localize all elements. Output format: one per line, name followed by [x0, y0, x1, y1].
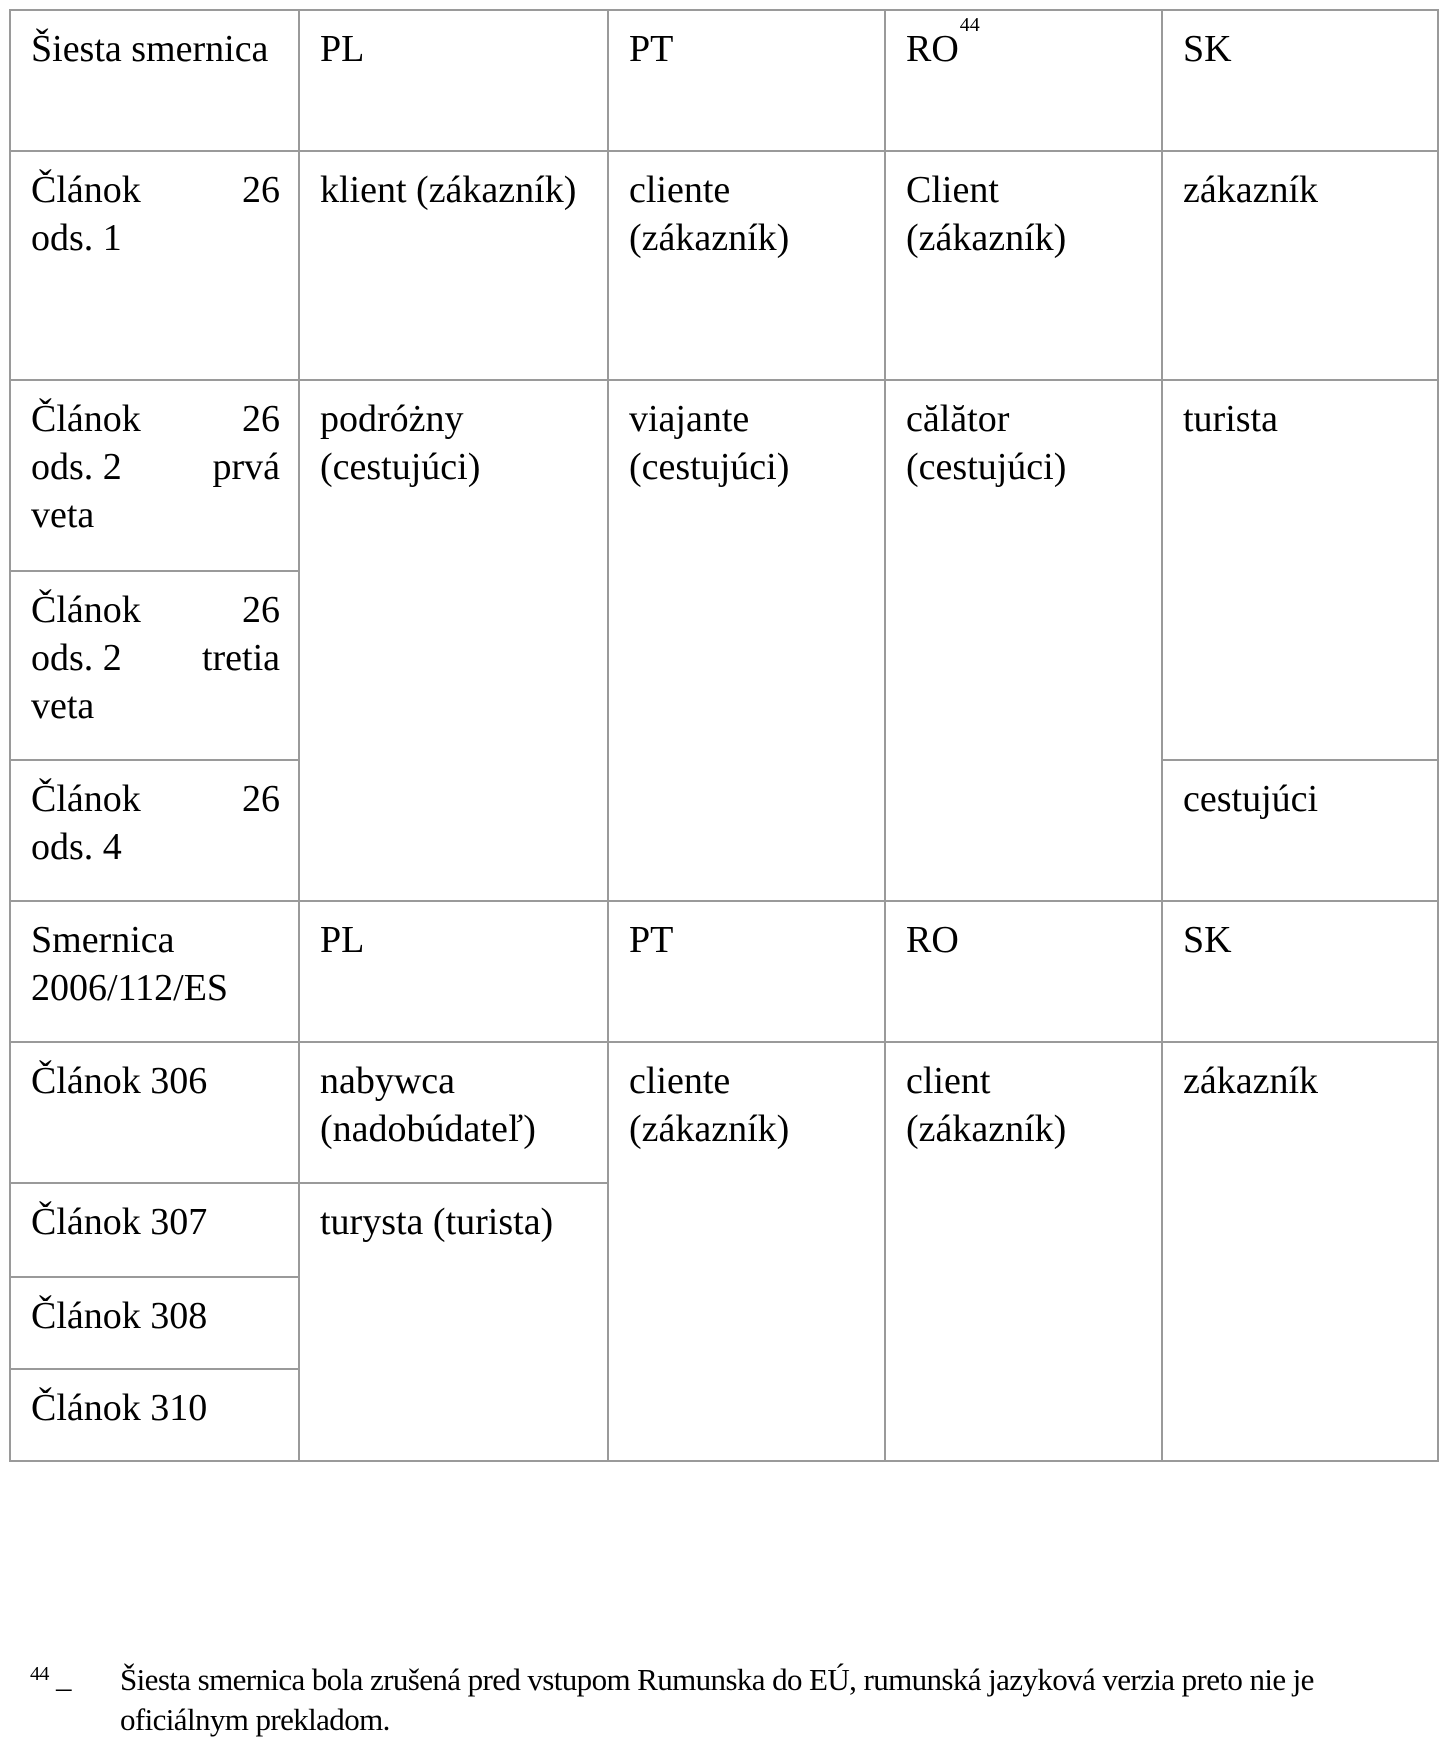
term-sk: zákazník: [1162, 1042, 1438, 1461]
term-ro: client (zákazník): [885, 1042, 1162, 1461]
header-ro: RO$^{44}$: [885, 10, 1162, 151]
header-pl: PL: [299, 10, 608, 151]
footnote-ref[interactable]: 44: [959, 14, 980, 37]
header-ro: RO: [885, 901, 1162, 1042]
term-sk: cestujúci: [1162, 760, 1438, 901]
term-pt: cliente (zákazník): [608, 1042, 885, 1461]
footnote: [30, 1660, 1430, 1740]
directive-header-cell: Šiesta smernica: [10, 10, 299, 151]
term-ro: Client (zákazník): [885, 151, 1162, 380]
footnote-marker: $^{44}$ –: [30, 1663, 71, 1705]
term-pl: turysta (turista): [299, 1183, 608, 1461]
header-pt: PT: [608, 10, 885, 151]
term-pl: nabywca (nadobúdateľ): [299, 1042, 608, 1183]
term-pt: cliente (zákazník): [608, 151, 885, 380]
section2-header-row: [10, 901, 1438, 1042]
term-pt: viajante (cestujúci): [608, 380, 885, 901]
article-cell: Článok 26 ods. 4: [10, 760, 299, 901]
article-cell: Článok 306: [10, 1042, 299, 1183]
header-pl: PL: [299, 901, 608, 1042]
terminology-table: [9, 9, 1439, 1462]
directive-header-cell: Smernica 2006/112/ES: [10, 901, 299, 1042]
term-sk: turista: [1162, 380, 1438, 760]
row-article-306: [10, 1042, 1438, 1183]
footnote-text: Šiesta smernica bola zrušená pred vstupom Rumunska do EÚ, rumunská jazyková verzia preto nie je oficiálnym prekladom.: [120, 1662, 1314, 1737]
article-cell: Článok 26 ods. 1: [10, 151, 299, 380]
term-sk: zákazník: [1162, 151, 1438, 380]
header-sk: SK: [1162, 10, 1438, 151]
article-cell: Článok 310: [10, 1369, 299, 1461]
article-cell: Článok 26 ods. 2 prvá veta: [10, 380, 299, 571]
row-article-26-2-first: [10, 380, 1438, 571]
header-pt: PT: [608, 901, 885, 1042]
row-article-26-1: [10, 151, 1438, 380]
section1-header-row: [10, 10, 1438, 151]
article-cell: Článok 308: [10, 1277, 299, 1369]
term-pl: podróżny (cestujúci): [299, 380, 608, 901]
term-pl: klient (zákazník): [299, 151, 608, 380]
article-cell: Článok 26 ods. 2 tretia veta: [10, 571, 299, 760]
header-sk: SK: [1162, 901, 1438, 1042]
term-ro: călător (cestujúci): [885, 380, 1162, 901]
article-cell: Článok 307: [10, 1183, 299, 1277]
